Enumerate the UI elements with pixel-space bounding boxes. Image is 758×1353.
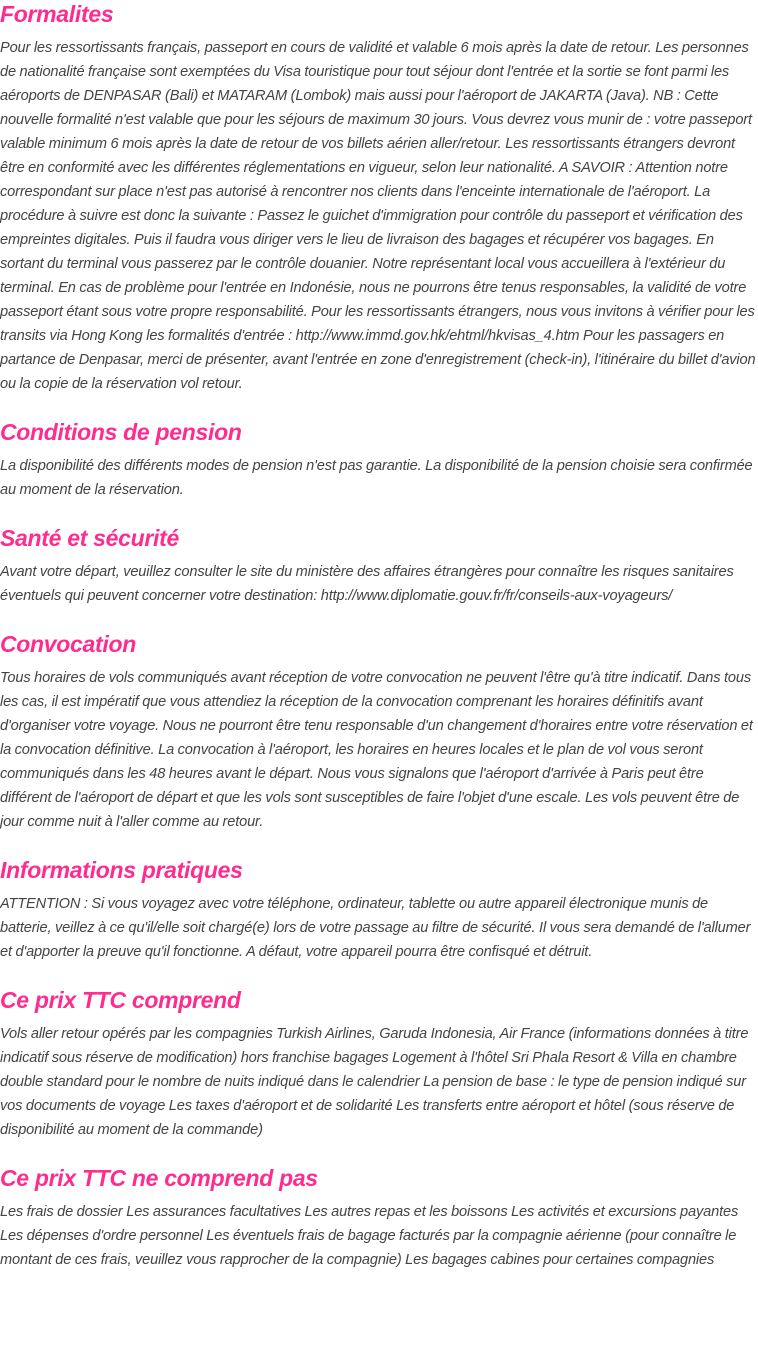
section-body: Les frais de dossier Les assurances facultatives Les autres repas et les boissons Les activités et excursions payantes Les dépenses d'ordre personnel Les éventuels frais de bagage facturés par la compagnie aérienne (pour connaître le montant de ces frais, veuillez vous rapprocher de la compagnie) Les bagages cabines pour certaines compagnies <box>0 1204 739 1268</box>
section-title: Ce prix TTC ne comprend pas <box>0 1165 318 1191</box>
section-body: Pour les ressortissants français, passeport en cours de validité et valable 6 mois après la date de retour. Les personnes de nationalité française sont exemptées du Visa touristique pour tout séjour dont l'entrée et la sortie se font parmi les aéroports de DENPASAR (Bali) et MATARAM (Lombok) mais aussi pour l'aéroport de JAKARTA (Java). NB : Cette nouvelle formalité n'est valable que pour les séjours de maximum 30 jours. Vous devrez vous munir de : votre passeport valable minimum 6 mois après la date de retour de vos billets aérien aller/retour. Les ressortissants étrangers devront être en conformité avec les différentes réglementations en vigueur, selon leur nationalité. A SAVOIR : Attention notre correspondant sur place n'est pas autorisé à rencontrer nos clients dans l'enceinte internationale de l'aéroport. La procédure à suivre est donc la suivante : Passez le guichet d'immigration pour contrôle du passeport et vérification des empreintes digitales. Puis il faudra vous diriger vers le lieu de livraison des bagages et récupérer vos bagages. En sortant du terminal vous passerez par le contrôle douanier. Notre représentant local vous accueillera à l'extérieur du terminal. En cas de problème pour l'entrée en Indonésie, nous ne pourrons être tenus responsables, la validité de votre passeport étant sous votre propre responsabilité. Pour les ressortissants étrangers, nous vous invitons à vérifier pour les transits via Hong Kong les formalités d'entrée : http://www.immd.gov.hk/ehtml/hkvisas_4.htm Pour les passagers en partance de Denpasar, merci de présenter, avant l'entrée en zone d'enregistrement (check-in), l'itinéraire du billet d'avion ou la copie de la réservation vol retour. <box>0 40 756 392</box>
section-conditions-de-pension <box>0 418 758 502</box>
section-prix-ne-comprend-pas <box>0 1164 758 1272</box>
section-body: La disponibilité des différents modes de pension n'est pas garantie. La disponibilité de la pension choisie sera confirmée au moment de la réservation. <box>0 458 753 498</box>
section-prix-comprend <box>0 986 758 1142</box>
section-title: Santé et sécurité <box>0 525 179 551</box>
section-title: Conditions de pension <box>0 419 242 445</box>
section-title: Ce prix TTC comprend <box>0 987 241 1013</box>
section-title: Informations pratiques <box>0 857 243 883</box>
section-convocation <box>0 630 758 834</box>
section-body: ATTENTION : Si vous voyagez avec votre téléphone, ordinateur, tablette ou autre appareil électronique munis de batterie, veillez à ce qu'il/elle soit chargé(e) lors de votre passage au filtre de sécurité. Il vous sera demandé de l'allumer et d'apporter la preuve qu'il fonctionne. A défaut, votre appareil pourra être confisqué et détruit. <box>0 896 751 960</box>
section-formalites <box>0 0 758 396</box>
section-title: Formalites <box>0 1 114 27</box>
section-informations-pratiques <box>0 856 758 964</box>
section-body: Tous horaires de vols communiqués avant réception de votre convocation ne peuvent l'être qu'à titre indicatif. Dans tous les cas, il est impératif que vous attendiez la réception de la convocation comprenant les horaires définitifs avant d'organiser votre voyage. Nous ne pourront être tenu responsable d'un changement d'horaires entre votre réservation et la convocation définitive. La convocation à l'aéroport, les horaires en heures locales et le plan de vol vous seront communiqués dans les 48 heures avant le départ. Nous vous signalons que l'aéroport d'arrivée à Paris peut être différent de l'aéroport de départ et que les vols sont susceptibles de faire l'objet d'une escale. Les vols peuvent être de jour comme nuit à l'aller comme au retour. <box>0 670 753 830</box>
section-body: Vols aller retour opérés par les compagnies Turkish Airlines, Garuda Indonesia, Air France (informations données à titre indicatif sous réserve de modification) hors franchise bagages Logement à l'hôtel Sri Phala Resort & Villa en chambre double standard pour le nombre de nuits indiqué dans le calendrier La pension de base : le type de pension indiqué sur vos documents de voyage Les taxes d'aéroport et de solidarité Les transferts entre aéroport et hôtel (sous réserve de disponibilité au moment de la commande) <box>0 1026 749 1138</box>
section-body: Avant votre départ, veuillez consulter le site du ministère des affaires étrangères pour connaître les risques sanitaires éventuels qui peuvent concerner votre destination: http://www.diplomatie.gouv.fr/fr/conseils-aux-voyageurs/ <box>0 564 734 604</box>
section-sante-et-securite <box>0 524 758 608</box>
section-title: Convocation <box>0 631 136 657</box>
